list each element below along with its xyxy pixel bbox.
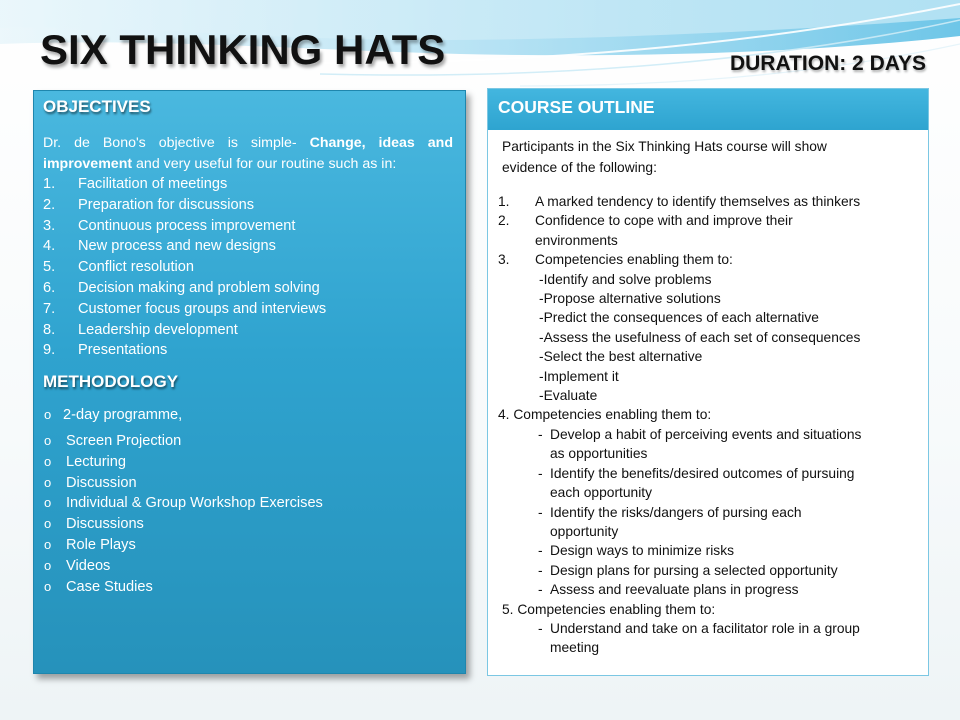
list-text: Videos [66,557,111,574]
list-item [43,452,455,473]
dash-marker: - [538,426,543,442]
objectives-list [43,174,455,361]
list-text: Understand and take on a facilitator role in a group [550,620,860,636]
bullet-icon: o [44,432,52,448]
list-item [43,174,455,195]
list-item [43,340,455,361]
list-text: Individual & Group Workshop Exercises [66,495,323,512]
list-text: Confidence to cope with and improve their [535,213,793,229]
outline-item [498,250,920,269]
course-outline-body [488,130,928,658]
objectives-intro-text: Dr. de Bono's objective is simple- [43,135,310,151]
list-text: Conflict resolution [78,259,194,276]
outline-subitem: -Predict the consequences of each alternative [539,310,819,326]
bullet-icon: o [44,536,52,552]
outline-subitem: -Identify and solve problems [539,271,712,287]
list-item [43,236,455,257]
list-text: Customer focus groups and interviews [78,300,327,317]
bullet-icon: o [44,495,52,511]
list-item [43,493,455,514]
dash-marker: - [538,620,543,636]
dash-marker: - [538,465,543,481]
list-item [43,257,455,278]
methodology-heading: METHODOLOGY [43,372,179,392]
outline-item [498,192,920,211]
outline-subitem [498,425,920,444]
outline-item [498,211,920,230]
list-item [43,431,455,452]
objectives-heading: OBJECTIVES [43,97,151,116]
outline-subitem: -Propose alternative solutions [539,291,721,307]
list-number: 7. [43,300,56,317]
list-number: 2. [43,196,56,213]
outline-subitem [498,561,920,580]
list-text: opportunity [550,523,619,539]
list-item [43,405,455,426]
outline-subitem: -Assess the usefulness of each set of consequences [539,329,861,345]
outline-subitem [498,541,920,560]
list-item [43,514,455,535]
list-item [43,473,455,494]
list-text: Design plans for pursing a selected opportunity [550,562,838,578]
list-item [43,278,455,299]
list-text: A marked tendency to identify themselves as thinkers [535,194,861,209]
list-text: Identify the benefits/desired outcomes of pursuing [550,465,855,481]
dash-marker: - [538,543,543,559]
list-text: meeting [550,640,600,656]
list-number: 6. [43,279,56,296]
bullet-icon: o [44,453,52,469]
outline-subitem [498,503,920,522]
list-number: 5. [43,259,56,276]
objectives-intro-text-end: and very useful for our routine such as in: [132,155,397,172]
outline-subitem: -Select the best alternative [539,349,703,365]
dash-marker: - [538,504,543,520]
list-text: Role Plays [66,536,136,553]
outline-subitem: -Evaluate [539,388,598,404]
course-outline-intro [498,136,920,178]
list-text: Discussion [66,474,137,491]
list-text: Competencies enabling them to: [535,252,733,268]
intro-line: Participants in the Six Thinking Hats course will show [502,139,827,154]
objectives-intro-emphasis: Change, ideas and improvement [43,135,453,172]
list-number: 3. [498,252,510,268]
list-text: 2-day programme, [63,407,183,424]
list-text: Case Studies [66,578,153,595]
list-text: New process and new designs [78,238,276,255]
list-text: each opportunity [550,485,653,501]
list-number: 3. [43,217,56,234]
bullet-icon: o [44,557,52,573]
outline-subitem [498,580,920,599]
dash-marker: - [538,562,543,578]
outline-subitem [498,464,920,483]
list-number: 4. [43,238,56,255]
list-item [43,535,455,556]
objectives-intro [43,133,453,174]
bullet-icon: o [44,516,52,532]
outline-subitem [498,619,920,638]
slide-title: SIX THINKING HATS [40,26,446,73]
methodology-list [43,405,455,597]
dash-marker: - [538,582,543,598]
bullet-icon: o [44,578,52,594]
list-number: 1. [498,194,510,209]
list-text: Design ways to minimize risks [550,543,735,559]
list-text: Preparation for discussions [78,196,255,213]
list-number: 8. [43,321,56,338]
list-text: as opportunities [550,446,648,462]
list-item [43,195,455,216]
outline-item: 4. Competencies enabling them to: [498,407,712,423]
list-text: Facilitation of meetings [78,176,228,192]
outline-subitem-continued [498,638,920,657]
outline-item: 5. Competencies enabling them to: [502,601,716,617]
list-text: Discussions [66,516,144,533]
bullet-icon: o [44,407,52,423]
list-text: Lecturing [66,453,127,470]
list-number: 9. [43,342,56,359]
list-text: Leadership development [78,321,238,338]
list-text: Identify the risks/dangers of pursing each [550,504,802,520]
intro-line: evidence of the following: [502,160,657,175]
duration-label: DURATION: 2 DAYS [729,52,926,75]
list-text: Continuous process improvement [78,217,296,234]
list-item [43,577,455,598]
outline-subitem-continued [498,444,920,463]
list-text-continued: environments [535,232,618,248]
outline-subitem-continued [498,483,920,502]
list-text: Assess and reevaluate plans in progress [550,582,799,598]
list-number: 1. [43,176,56,192]
bullet-icon: o [44,474,52,490]
objectives-panel [33,90,466,674]
list-item [43,320,455,341]
list-text: Presentations [78,342,168,359]
list-number: 2. [498,213,510,229]
list-item [43,556,455,577]
course-outline-heading: COURSE OUTLINE [498,97,655,117]
course-outline-header [488,89,928,130]
list-item [43,299,455,320]
outline-subitem: -Implement it [539,368,619,384]
list-text: Screen Projection [66,432,182,449]
course-outline-panel [487,88,929,676]
list-text: Develop a habit of perceiving events and situations [550,426,862,442]
list-text: Decision making and problem solving [78,279,320,296]
outline-subitem-continued [498,522,920,541]
list-item [43,216,455,237]
